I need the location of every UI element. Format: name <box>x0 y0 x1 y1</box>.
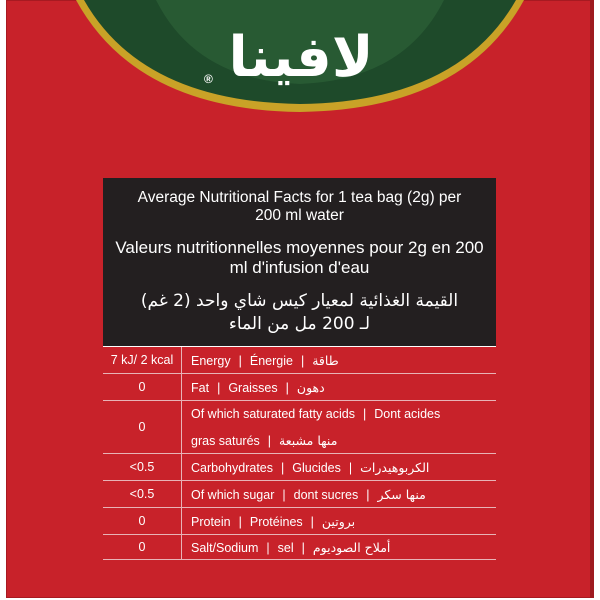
table-row-fat <box>103 374 496 401</box>
label-fr: Glucides <box>292 461 341 475</box>
label-ar: بروتين <box>321 514 356 529</box>
header-arabic-line-1: القيمة الغذائية لمعيار كيس شاي واحد (2 غم) <box>140 291 459 311</box>
table-label: Carbohydrates | Glucides | الكربوهيدرات <box>191 460 430 475</box>
label-ar: دهون <box>296 380 325 395</box>
tea-box-face <box>6 0 594 598</box>
label-en: Protein <box>191 515 231 529</box>
header-french-line-1: Valeurs nutritionnelles moyennes pour 2g en 200 <box>115 238 484 257</box>
header-arabic-line-2: لـ 200 مل من الماء <box>228 314 371 334</box>
nutrition-table <box>103 346 496 559</box>
label-ar: أملاح الصوديوم <box>312 540 391 555</box>
table-row-sugar <box>103 481 496 508</box>
label-ar: الكربوهيدرات <box>360 460 430 475</box>
label-ar: طاقة <box>312 353 339 368</box>
label-en: Of which sugar <box>191 488 275 502</box>
table-label: Of which sugar | dont sucres | منها سكر <box>191 487 426 502</box>
label-en: Energy <box>191 354 231 368</box>
label-en: Of which saturated fatty acids <box>191 407 355 421</box>
table-label: Fat | Graisses | دهون <box>191 380 325 395</box>
table-label-line-2: gras saturés | منها مشبعة <box>191 433 338 448</box>
box-side-edge <box>590 0 594 598</box>
label-fr: Graisses <box>228 381 278 395</box>
header-english-line-1: Average Nutritional Facts for 1 tea bag (2g) per <box>137 189 462 206</box>
table-value: 0 <box>103 401 182 453</box>
table-row-protein <box>103 508 496 535</box>
header-french-line-2: ml d'infusion d'eau <box>229 258 370 277</box>
table-value: 0 <box>103 508 182 534</box>
label-fr: sel <box>277 541 294 555</box>
label-en: Salt/Sodium <box>191 541 259 555</box>
table-label: Salt/Sodium | sel | أملاح الصوديوم <box>191 540 391 555</box>
label-ar: منها مشبعة <box>279 433 338 448</box>
label-en: Carbohydrates <box>191 461 273 475</box>
label-fr: gras saturés <box>191 434 260 448</box>
label-en: Fat <box>191 381 210 395</box>
registered-trademark-icon: ® <box>204 72 213 86</box>
table-label-line-1: Of which saturated fatty acids | Dont acides <box>191 407 441 421</box>
logo-banner <box>6 0 594 130</box>
label-ar: منها سكر <box>377 487 426 502</box>
label-fr: Énergie <box>249 354 293 368</box>
table-label: Protein | Protéines | بروتين <box>191 514 356 529</box>
table-row-energy <box>103 347 496 374</box>
header-english-line-2: 200 ml water <box>255 207 344 224</box>
table-value: 7 kJ/ 2 kcal <box>103 347 182 373</box>
table-value: <0.5 <box>103 481 182 507</box>
nutrition-header-panel <box>103 178 496 346</box>
table-value: <0.5 <box>103 454 182 480</box>
table-row-saturated-fat <box>103 401 496 454</box>
label-fr: dont sucres <box>293 488 359 502</box>
table-row-salt <box>103 535 496 560</box>
table-value: 0 <box>103 535 182 559</box>
label-fr: Protéines <box>249 515 303 529</box>
label-fr: Dont acides <box>374 407 441 421</box>
table-label: Energy | Énergie | طاقة <box>191 353 339 368</box>
table-row-carbohydrates <box>103 454 496 481</box>
brand-logo: لافينا <box>228 25 374 90</box>
table-value: 0 <box>103 374 182 400</box>
